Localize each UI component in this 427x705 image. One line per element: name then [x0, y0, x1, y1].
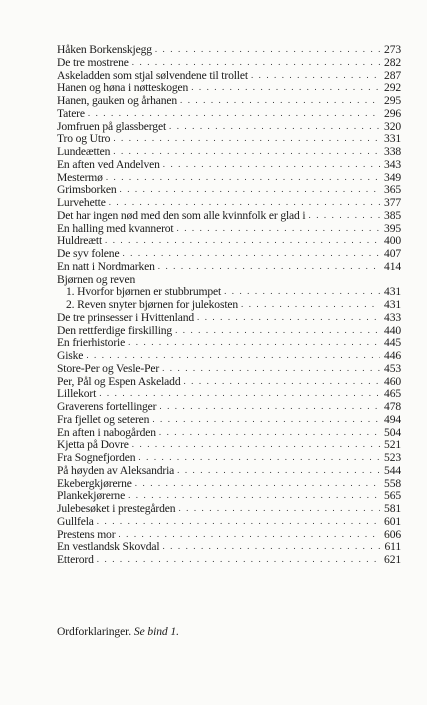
toc-entry-title: 2. Reven snyter bjørnen for julekosten: [66, 298, 239, 311]
toc-entry-page: 601: [384, 514, 401, 528]
toc-entry-title: Giske: [57, 349, 84, 362]
toc-entry-page: 365: [384, 183, 401, 197]
toc-entry-page: 446: [384, 349, 401, 362]
toc-entry-title: Fra fjellet og seteren: [57, 412, 150, 426]
toc-entry-title: Plankekjørerne: [57, 489, 126, 503]
toc-entry-title: En vestlandsk Skovdal: [57, 540, 160, 554]
dot-leader: [159, 400, 380, 413]
toc-entry-title: Per, Pål og Espen Askeladd: [57, 374, 181, 388]
dot-leader: [251, 69, 380, 82]
dot-leader: [135, 477, 380, 490]
toc-entry-title: Hanen, gauken og århanen: [57, 94, 178, 107]
toc-entry-page: 440: [384, 323, 401, 337]
toc-entry-page: 465: [384, 387, 401, 401]
dot-leader: [163, 158, 380, 171]
toc-entry-title: På høyden av Aleksandria: [57, 463, 175, 477]
toc-entry-page: 395: [384, 221, 401, 235]
toc-entry-title: En halling med kvannerot: [57, 221, 174, 235]
toc-entry-title: Jomfruen på glassberget: [57, 119, 167, 133]
toc-entry-title: Hanen og høna i nøtteskogen: [57, 81, 189, 95]
toc-entry-page: 433: [384, 310, 401, 324]
toc-entry-title: Lundeætten: [57, 145, 111, 158]
dot-leader: [132, 56, 380, 69]
dot-leader: [177, 464, 380, 477]
toc-entry-title: Ekebergkjørerne: [57, 476, 132, 490]
toc-entry-page: 544: [384, 463, 401, 477]
dot-leader: [180, 94, 380, 107]
dot-leader: [183, 375, 380, 388]
dot-leader: [175, 324, 380, 337]
dot-leader: [122, 247, 380, 260]
toc-entry-page: 521: [384, 438, 401, 452]
toc-entry-title: Fra Sognefjorden: [57, 451, 136, 464]
toc-entry-page: 494: [384, 412, 401, 426]
dot-leader: [106, 171, 380, 184]
dot-leader: [113, 132, 380, 145]
dot-leader: [309, 209, 380, 222]
toc-entry-page: 296: [384, 106, 401, 120]
dot-leader: [99, 387, 380, 400]
toc-entry: [57, 261, 401, 274]
dot-leader: [191, 81, 380, 94]
toc-entry-title: Håken Borkenskjegg: [57, 43, 152, 56]
toc-entry-page: 504: [384, 425, 401, 439]
dot-leader: [97, 515, 380, 528]
dot-leader: [169, 120, 380, 133]
dot-leader: [158, 260, 380, 273]
toc-entry-title: Store-Per og Vesle-Per: [57, 361, 160, 375]
dot-leader: [138, 451, 380, 464]
toc-entry-title: De tre mostrene: [57, 55, 129, 69]
toc-entry-title: Huldreætt: [57, 234, 103, 248]
toc-entry-title: Lurvehette: [57, 196, 106, 209]
dot-leader: [128, 489, 380, 502]
toc-entry-title: Det har ingen nød med den som alle kvinnfolk er glad i: [57, 208, 306, 222]
footnote-text: Ordforklaringer.: [57, 625, 132, 638]
dot-leader: [97, 553, 380, 566]
dot-leader: [105, 234, 380, 247]
toc-entry-page: 523: [384, 451, 401, 464]
dot-leader: [177, 222, 381, 235]
toc-entry-page: 621: [384, 553, 401, 566]
dot-leader: [120, 183, 380, 196]
dot-leader: [132, 438, 380, 451]
toc-entry-title: Julebesøket i prestegården: [57, 502, 176, 515]
dot-leader: [152, 413, 380, 426]
footnote-reference: Se bind 1.: [133, 625, 179, 638]
toc-entry-page: 431: [384, 298, 401, 311]
footnote: [57, 625, 179, 638]
toc-entry-title: Askeladden som stjal sølvendene til trollet: [57, 68, 248, 82]
toc-entry-title: Etterord: [57, 553, 94, 566]
table-of-contents: [57, 44, 401, 567]
toc-entry-title: Den rettferdige firskilling: [57, 323, 173, 337]
toc-entry-page: 349: [384, 170, 401, 184]
toc-entry-page: 460: [384, 374, 401, 388]
toc-entry-page: 558: [384, 476, 401, 490]
toc-entry-title: Mestermø: [57, 170, 103, 184]
toc-entry-page: 581: [384, 502, 401, 515]
dot-leader: [109, 196, 380, 209]
toc-entry-title: En aften i nabogården: [57, 425, 156, 439]
toc-entry-page: 565: [384, 489, 401, 503]
toc-entry-title: Kjetta på Dovre: [57, 438, 129, 452]
toc-entry-page: 282: [384, 55, 401, 69]
toc-entry-title: Tro og Utro: [57, 132, 111, 146]
toc-entry-title: En natt i Nordmarken: [57, 259, 155, 273]
toc-entry-title: Lillekort: [57, 387, 97, 401]
toc-entry-page: 445: [384, 336, 401, 350]
dot-leader: [155, 43, 380, 56]
toc-entry-title: Grimsborken: [57, 183, 117, 197]
toc-entry: [57, 554, 401, 567]
toc-entry-page: 478: [384, 400, 401, 413]
dot-leader: [224, 285, 380, 298]
dot-leader: [162, 540, 380, 553]
toc-entry-title: De syv folene: [57, 247, 120, 260]
toc-entry-page: 273: [384, 43, 401, 56]
dot-leader: [118, 528, 380, 541]
toc-entry-page: 606: [384, 527, 401, 541]
toc-entry-page: 385: [384, 208, 401, 222]
toc-entry-page: 343: [384, 157, 401, 171]
toc-entry-title: En aften ved Andelven: [57, 157, 160, 171]
toc-entry-page: 407: [384, 247, 401, 260]
dot-leader: [241, 298, 380, 311]
dot-leader: [88, 107, 380, 120]
dot-leader: [113, 145, 380, 158]
toc-entry-page: 611: [384, 540, 401, 554]
toc-entry-title: Prestens mor: [57, 527, 116, 541]
toc-entry-title: Tatere: [57, 106, 85, 120]
toc-entry-page: 331: [384, 132, 401, 146]
dot-leader: [178, 502, 380, 515]
dot-leader: [197, 311, 380, 324]
toc-entry-title: 1. Hvorfor bjørnen er stubbrumpet: [66, 285, 222, 299]
dot-leader: [86, 349, 380, 362]
dot-leader: [162, 362, 380, 375]
toc-entry-page: 295: [384, 94, 401, 107]
toc-entry-page: 287: [384, 68, 401, 82]
toc-entry-page: 431: [384, 285, 401, 299]
toc-entry-page: 453: [384, 361, 401, 375]
toc-entry-page: 320: [384, 119, 401, 133]
toc-entry-page: 414: [384, 259, 401, 273]
toc-entry-title: Graverens fortellinger: [57, 400, 157, 413]
toc-entry-page: 292: [384, 81, 401, 95]
toc-entry-title: De tre prinsesser i Hvittenland: [57, 310, 195, 324]
toc-entry-page: 377: [384, 196, 401, 209]
toc-entry-title: Gullfela: [57, 514, 94, 528]
toc-entry-page: 338: [384, 145, 401, 158]
toc-entry-title: En frierhistorie: [57, 336, 126, 350]
dot-leader: [128, 336, 380, 349]
toc-entry-title: Bjørnen og reven: [57, 272, 136, 286]
dot-leader: [159, 426, 380, 439]
toc-entry-page: 400: [384, 234, 401, 248]
